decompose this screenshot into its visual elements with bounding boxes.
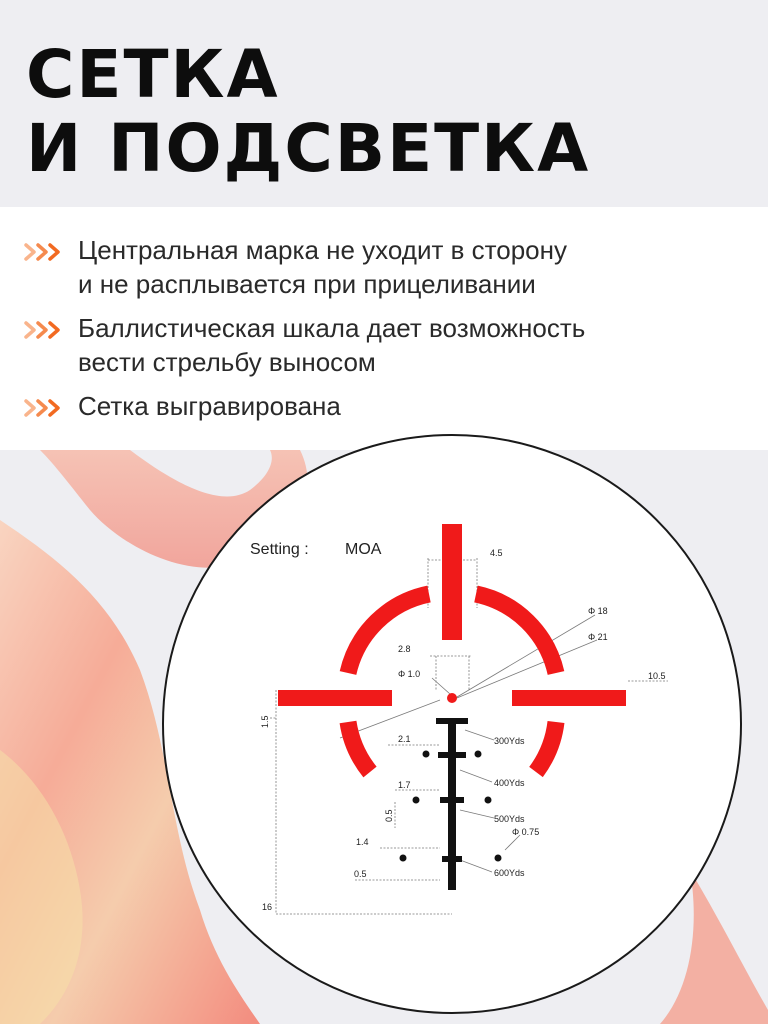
dim-bar: 10.5: [648, 671, 666, 681]
dim-ring-inner: Φ 18: [588, 606, 608, 616]
triple-chevron-right-icon: [24, 398, 70, 418]
dim-post-width: 4.5: [490, 548, 503, 558]
dim-16: 16: [262, 902, 273, 912]
triple-chevron-right-icon: [24, 242, 70, 262]
feature-text-line-2: вести стрельбу выносом: [78, 347, 376, 377]
reticle-posts: [278, 524, 626, 706]
dim-0-5: 0.5: [354, 869, 367, 879]
feature-text-line-1: Сетка выгравирована: [78, 391, 341, 421]
dimension-lines: [270, 558, 668, 914]
title-line-1: СЕТКА: [26, 36, 280, 113]
dim-side-1-5: 1.5: [260, 715, 270, 728]
title-line-2: И ПОДСВЕТКА: [26, 110, 591, 187]
yds-300: 300Yds: [494, 736, 525, 746]
dim-gap: 2.8: [398, 644, 411, 654]
reticle-scope-view: [162, 434, 742, 1014]
dim-1-4: 1.4: [356, 837, 369, 847]
feature-text-line-1: Центральная марка не уходит в сторону: [78, 235, 567, 265]
setting-value: MOA: [345, 541, 382, 558]
reticle-diagram: [162, 434, 742, 1014]
setting-label: Setting :: [250, 541, 309, 558]
yds-600: 600Yds: [494, 868, 525, 878]
feature-list: [0, 207, 768, 450]
page-title: [26, 38, 590, 186]
ballistic-scale: [400, 718, 502, 890]
dim-1-7: 1.7: [398, 780, 411, 790]
feature-text-line-2: и не расплывается при прицеливании: [78, 269, 536, 299]
yds-400: 400Yds: [494, 778, 525, 788]
triple-chevron-right-icon: [24, 320, 70, 340]
dim-2-1: 2.1: [398, 734, 411, 744]
feature-text-line-1: Баллистическая шкала дает возможность: [78, 313, 586, 343]
dim-dot-small: Φ 0.75: [512, 827, 540, 837]
dim-0-5-vert: 0.5: [384, 809, 394, 822]
yds-500: 500Yds: [494, 814, 525, 824]
dim-ring-outer: Φ 21: [588, 632, 608, 642]
dim-dot: Φ 1.0: [398, 669, 421, 679]
